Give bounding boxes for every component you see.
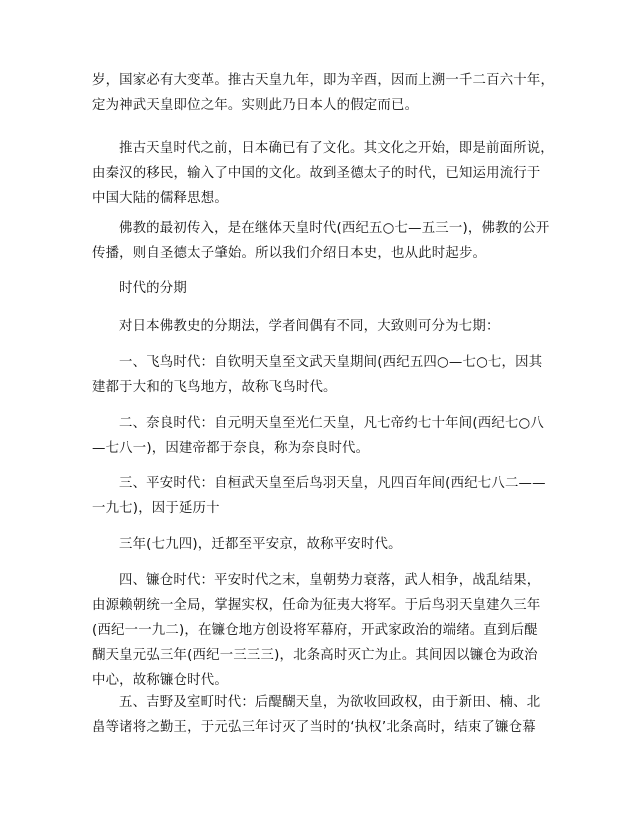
- paragraph-line: 佛教的最初传入，是在继体天皇时代(西纪五○七—五三一)，佛教的公开: [119, 221, 550, 236]
- period-5-paragraph: [92, 690, 550, 740]
- paragraph-line: 推古天皇时代之前，日本确已有了文化。其文化之开始，即是前面所说，: [119, 141, 554, 156]
- paragraph-line: 醐天皇元弘三年(西纪一三三三)，北条高时灭亡为止。其间因以镰仓为政治: [92, 648, 538, 663]
- paragraph-line: 建都于大和的飞鸟地方，故称飞鸟时代。: [92, 380, 337, 395]
- paragraph-line: 中国大陆的儒释思想。: [92, 191, 228, 206]
- paragraph-line: 三、平安时代：自桓武天皇至后鸟羽天皇，凡四百年间(西纪七八二——: [119, 476, 546, 491]
- paragraph-line: (西纪一一九二)，在镰仓地方创设将军幕府，开武家政治的端绪。直到后醍: [92, 623, 538, 638]
- paragraph-line: 对日本佛教史的分期法，学者间偶有不同，大致则可分为七期：: [119, 319, 500, 334]
- paragraph-5: [92, 314, 550, 339]
- period-3-continuation: [92, 532, 550, 557]
- paragraph-line: 由秦汉的移民，输入了中国的文化。故到圣德太子的时代，已知运用流行于: [92, 166, 541, 181]
- paragraph-line: 传播，则自圣德太子肇始。所以我们介绍日本史，也从此时起步。: [92, 246, 487, 261]
- paragraph-line: 一、飞鸟时代：自钦明天皇至文武天皇期间(西纪五四○—七○七，因其: [119, 355, 543, 370]
- paragraph-line: 一九七)，因于延历十: [92, 501, 220, 516]
- paragraph-line: 中心，故称镰仓时代。: [92, 673, 228, 688]
- paragraph-line: 二、奈良时代：自元明天皇至光仁天皇，凡七帝约七十年间(西纪七○八: [119, 416, 545, 431]
- section-heading-text: 时代的分期: [119, 281, 187, 296]
- paragraph-1: [92, 68, 555, 118]
- paragraph-line: 由源赖朝统一全局，掌握实权，任命为征夷大将军。于后鸟羽天皇建久三年: [92, 598, 541, 613]
- period-2-paragraph: [92, 411, 550, 461]
- paragraph-line: —七八一)，因建帝都于奈良，称为奈良时代。: [92, 441, 370, 456]
- paragraph-line: 畠等诸将之勤王，于元弘三年讨灭了当时的‘执权’北条高时，结束了镰仓幕: [92, 720, 536, 735]
- paragraph-line: 岁，国家必有大变革。推古天皇九年，即为辛酉，因而上溯一千二百六十年，: [92, 73, 555, 88]
- paragraph-2: [92, 136, 554, 211]
- period-3-paragraph: [92, 471, 550, 521]
- paragraph-line: 定为神武天皇即位之年。实则此乃日本人的假定而已。: [92, 98, 419, 113]
- period-4-paragraph: [92, 568, 550, 693]
- paragraph-line: 四、镰仓时代：平安时代之末，皇朝势力衰落，武人相争，战乱结果，: [119, 573, 541, 588]
- paragraph-line: 五、吉野及室町时代：后醍醐天皇，为欲收回政权，由于新田、楠、北: [119, 695, 541, 710]
- section-heading: [92, 276, 550, 301]
- period-1-paragraph: [92, 350, 550, 400]
- paragraph-3: [92, 216, 550, 266]
- paragraph-line: 三年(七九四)，迁都至平安京，故称平安时代。: [119, 537, 402, 552]
